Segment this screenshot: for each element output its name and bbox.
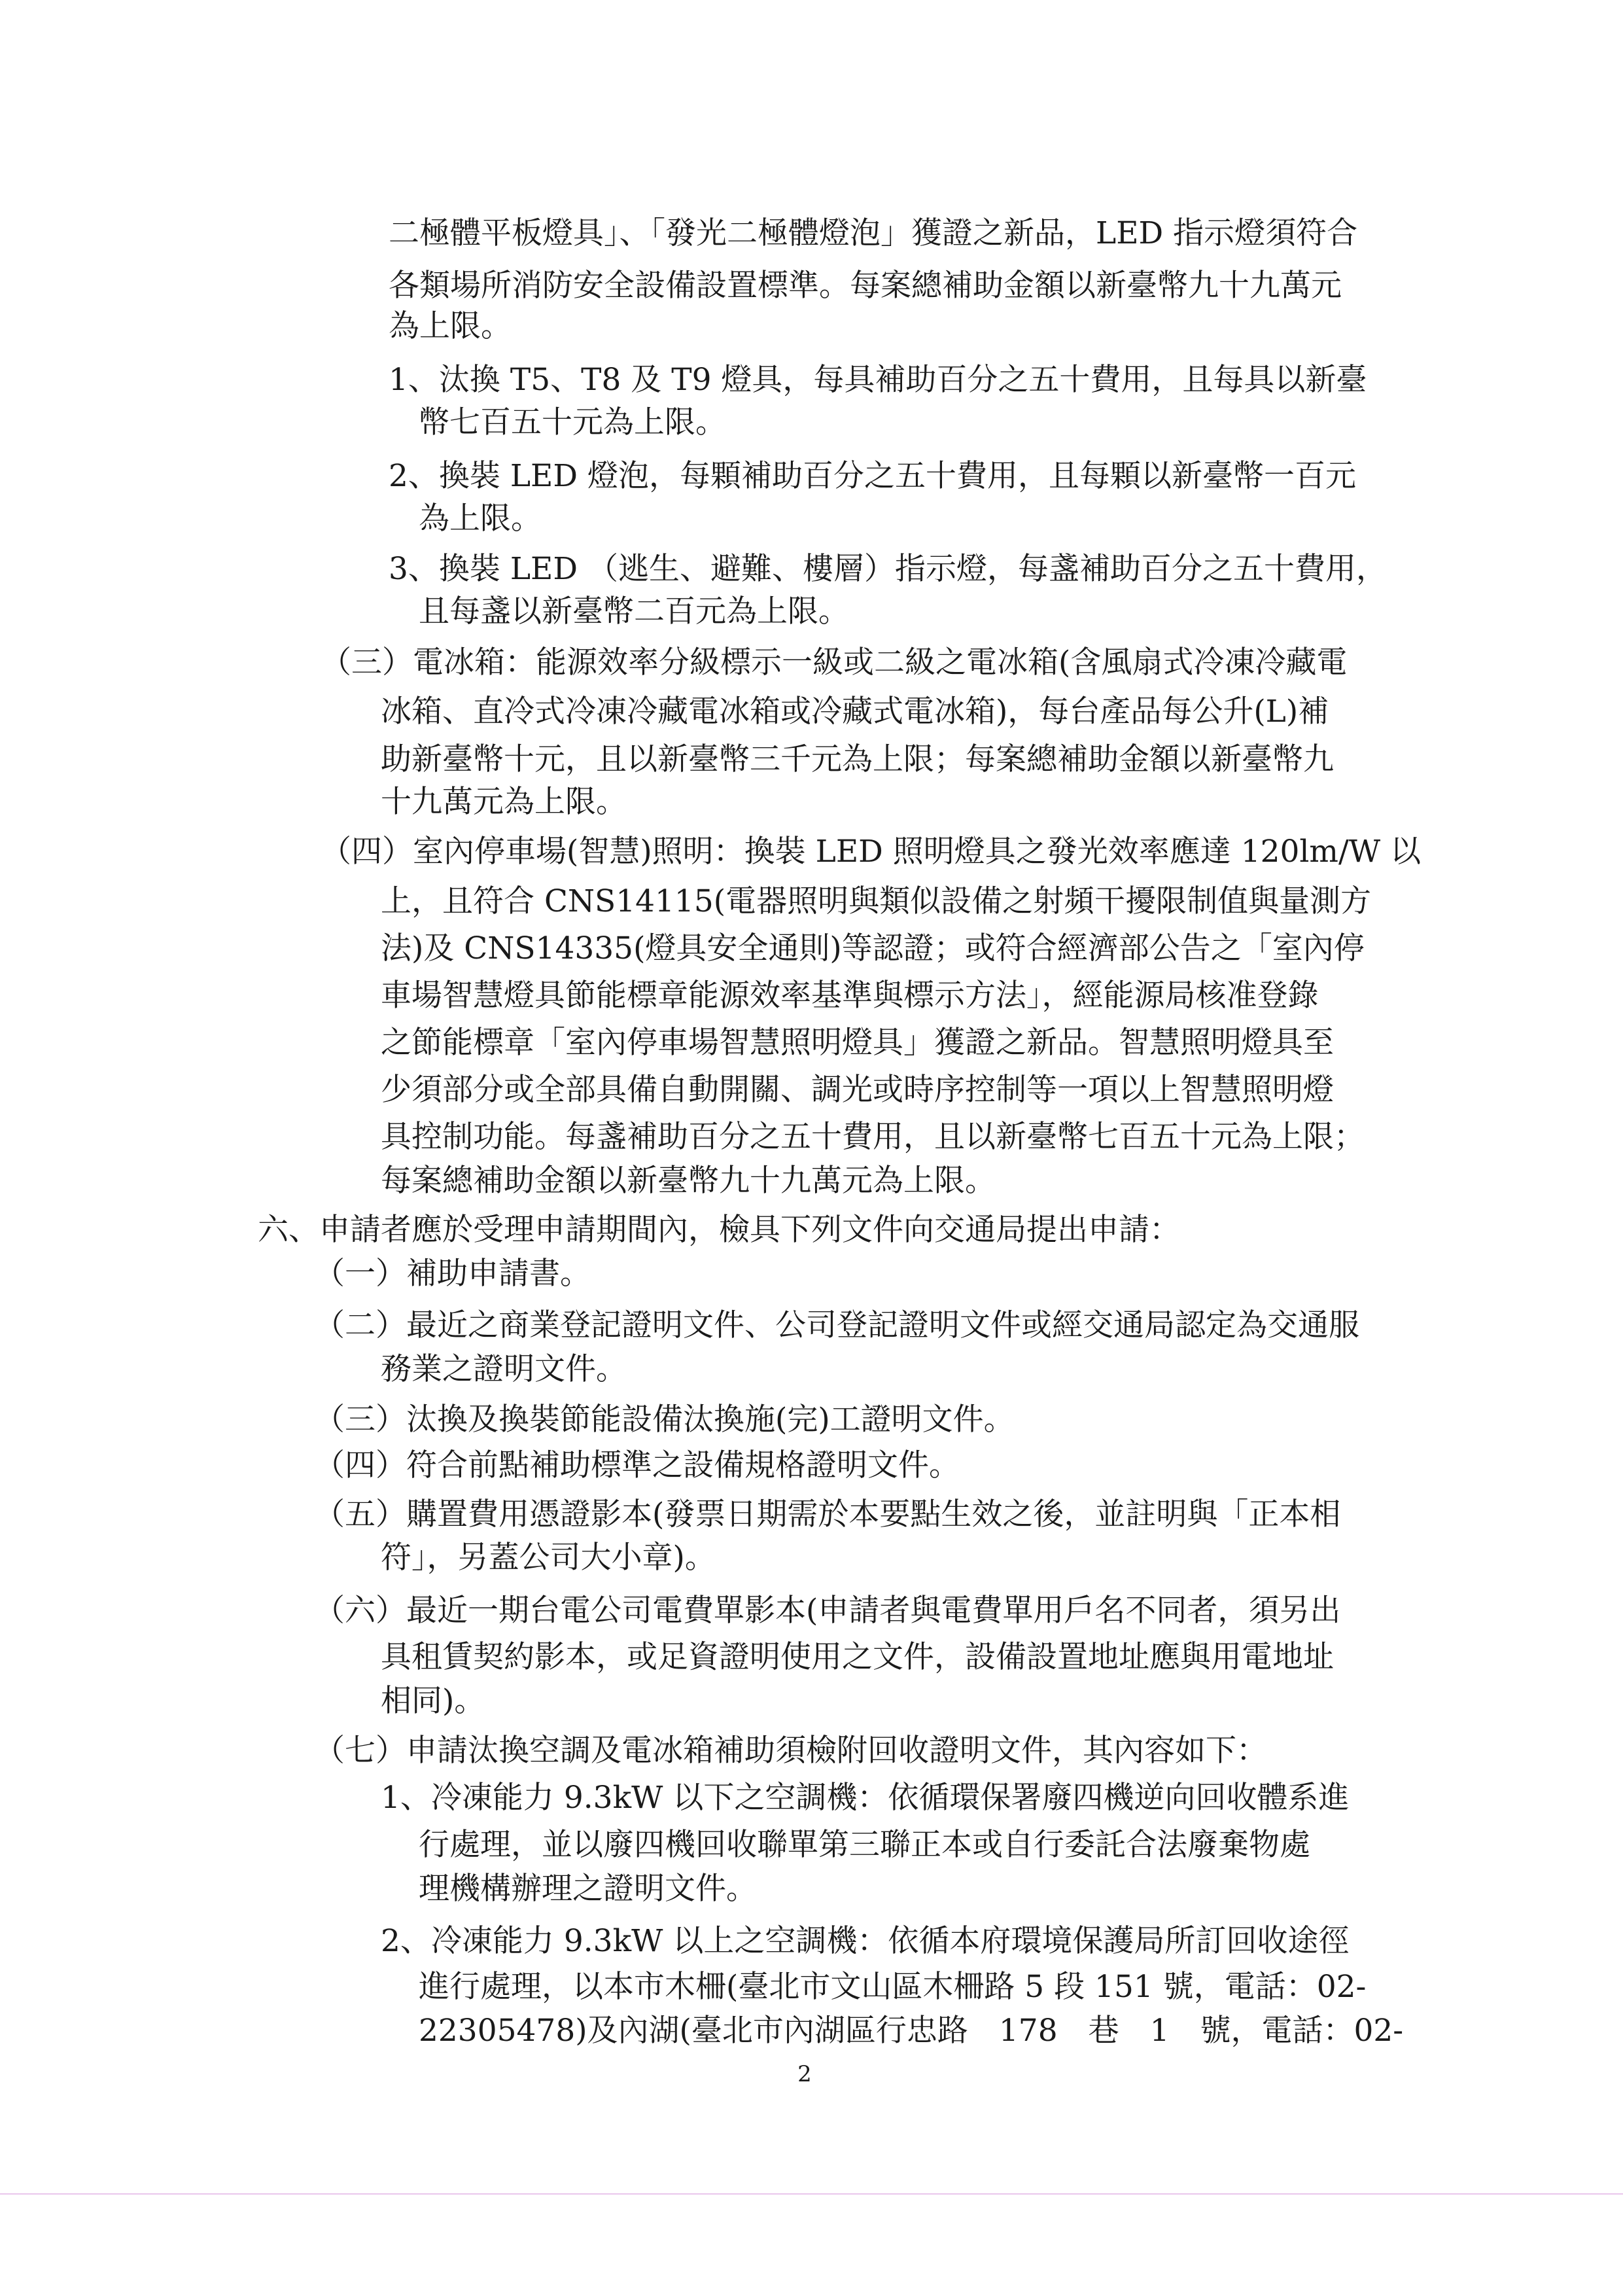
text-line: 每案總補助金額以新臺幣九十九萬元為上限。: [381, 1163, 996, 1199]
text-line: 法)及 CNS14335(燈具安全通則)等認證；或符合經濟部公告之「室內停: [381, 930, 1365, 966]
text-line: 二極體平板燈具」、「發光二極體燈泡」獲證之新品，LED 指示燈須符合: [389, 215, 1358, 251]
list-item: 1、冷凍能力 9.3kW 以下之空調機：依循環保署廢四機逆向回收體系進: [381, 1780, 1350, 1816]
list-item: 2、冷凍能力 9.3kW 以上之空調機：依循本府環境保護局所訂回收途徑: [381, 1923, 1350, 1959]
text-line: 相同)。: [381, 1683, 485, 1719]
text-line: 行處理，並以廢四機回收聯單第三聯正本或自行委託合法廢棄物處: [419, 1827, 1310, 1863]
text-line: 具控制功能。每盞補助百分之五十費用，且以新臺幣七百五十元為上限；: [381, 1119, 1365, 1155]
text-line: 具租賃契約影本，或足資證明使用之文件，設備設置地址應與用電地址: [381, 1639, 1334, 1675]
text-line: 冰箱、直冷式冷凍冷藏電冰箱或冷藏式電冰箱)，每台產品每公升(L)補: [381, 694, 1329, 730]
text-line: 助新臺幣十元，且以新臺幣三千元為上限；每案總補助金額以新臺幣九: [381, 741, 1334, 777]
section-item: （五）購置費用憑證影本(發票日期需於本要點生效之後，並註明與「正本相: [314, 1496, 1341, 1532]
text-line: 理機構辦理之證明文件。: [419, 1871, 757, 1907]
text-line: 幣七百五十元為上限。: [419, 404, 726, 440]
scan-edge-line: [0, 2193, 1623, 2195]
section-item: （六）最近一期台電公司電費單影本(申請者與電費單用戶名不同者，須另出: [314, 1593, 1341, 1629]
section-item: （三）電冰箱：能源效率分級標示一級或二級之電冰箱(含風扇式冷凍冷藏電: [321, 645, 1348, 680]
section-item: （一）補助申請書。: [314, 1256, 591, 1292]
text-line: 為上限。: [389, 308, 512, 344]
text-line: 各類場所消防安全設備設置標準。每案總補助金額以新臺幣九十九萬元: [389, 268, 1342, 304]
text-line: 少須部分或全部具備自動開關、調光或時序控制等一項以上智慧照明燈: [381, 1072, 1334, 1108]
text-line: 符」，另蓋公司大小章)。: [381, 1540, 716, 1576]
text-line: 十九萬元為上限。: [381, 784, 627, 820]
list-item: 3、換裝 LED （逃生、避難、樓層）指示燈，每盞補助百分之五十費用，: [389, 551, 1387, 587]
section-item: （三）汰換及換裝節能設備汰換施(完)工證明文件。: [314, 1402, 1015, 1438]
section-item: （七）申請汰換空調及電冰箱補助須檢附回收證明文件，其內容如下：: [314, 1733, 1267, 1769]
section-item: （四）室內停車場(智慧)照明：換裝 LED 照明燈具之發光效率應達 120lm/W 以: [321, 834, 1422, 870]
text-line: 為上限。: [419, 501, 542, 537]
list-item: 2、換裝 LED 燈泡，每顆補助百分之五十費用，且每顆以新臺幣一百元: [389, 458, 1356, 494]
text-line: 進行處理，以本市木柵(臺北市文山區木柵路 5 段 151 號，電話：02-: [419, 1969, 1367, 2005]
text-line: 之節能標章「室內停車場智慧照明燈具」獲證之新品。智慧照明燈具至: [381, 1025, 1334, 1061]
text-line: 務業之證明文件。: [381, 1351, 627, 1387]
text-line: 上，且符合 CNS14115(電器照明與類似設備之射頻干擾限制值與量測方: [381, 883, 1372, 919]
page-number: 2: [797, 2061, 812, 2087]
list-item: 1、汰換 T5、T8 及 T9 燈具，每具補助百分之五十費用，且每具以新臺: [389, 362, 1367, 398]
section-item: （二）最近之商業登記證明文件、公司登記證明文件或經交通局認定為交通服: [314, 1307, 1359, 1343]
text-line: 車場智慧燈具節能標章能源效率基準與標示方法」，經能源局核准登錄: [381, 978, 1319, 1014]
section-heading: 六、申請者應於受理申請期間內，檢具下列文件向交通局提出申請：: [258, 1212, 1180, 1248]
section-item: （四）符合前點補助標準之設備規格證明文件。: [314, 1447, 960, 1483]
text-line: 且每盞以新臺幣二百元為上限。: [419, 593, 849, 629]
text-line: 22305478)及內湖(臺北市內湖區行忠路 178 巷 1 號，電話：02-: [419, 2013, 1404, 2049]
